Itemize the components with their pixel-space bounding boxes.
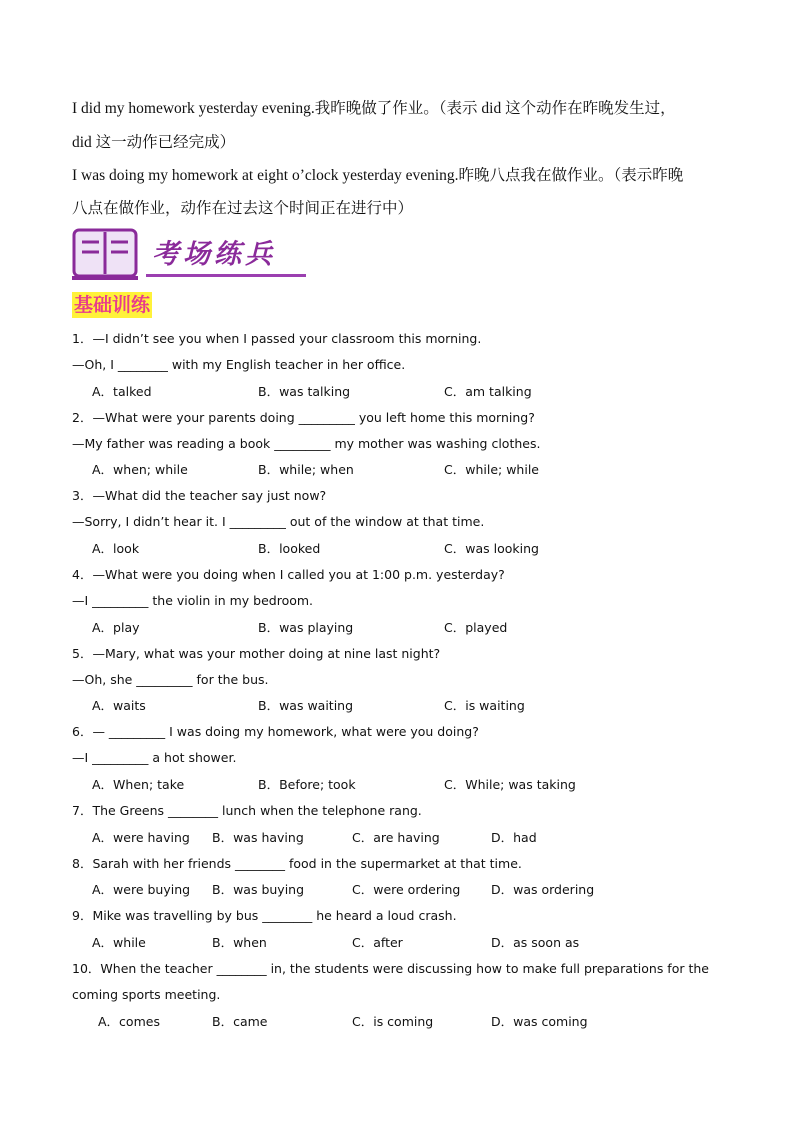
question-2-option-b: B．while; when [258, 462, 354, 477]
question-6-line-2: —I _________ a hot shower. [72, 750, 237, 765]
question-3-line-1: 3．—What did the teacher say just now? [72, 488, 327, 503]
question-7-option-b: B．was having [212, 830, 304, 845]
question-4-line-1: 4．—What were you doing when I called you at 1:00 p.m. yesterday? [72, 567, 505, 582]
question-1-option-b: B．was talking [258, 384, 351, 399]
question-6-option-a: A．When; take [92, 777, 185, 792]
book-icon [72, 226, 140, 282]
question-1-option-a: A．talked [92, 384, 152, 399]
question-6-line-1: 6．— _________ I was doing my homework, what were you doing? [72, 724, 479, 739]
question-9-option-a: A．while [92, 935, 146, 950]
section-title: 基础训练 [74, 294, 151, 316]
question-3-option-c: C．was looking [444, 541, 539, 556]
exam-practice-banner [72, 226, 312, 282]
question-2-line-2: —My father was reading a book _________ my mother was washing clothes. [72, 436, 541, 451]
question-9-option-c: C．after [352, 935, 403, 950]
question-7-option-d: D．had [491, 830, 537, 845]
intro-line-2: did 这一动作已经完成） [72, 134, 236, 151]
question-10-option-a: A．comes [98, 1014, 160, 1029]
question-3-option-a: A．look [92, 541, 140, 556]
question-1-option-c: C．am talking [444, 384, 532, 399]
question-4-option-a: A．play [92, 620, 140, 635]
question-5-line-1: 5．—Mary, what was your mother doing at nine last night? [72, 646, 441, 661]
question-9-line-1: 9．Mike was travelling by bus ________ he heard a loud crash. [72, 908, 457, 923]
question-10-option-b: B．came [212, 1014, 268, 1029]
question-7-option-c: C．are having [352, 830, 440, 845]
question-9-option-d: D．as soon as [491, 935, 580, 950]
question-4-option-c: C．played [444, 620, 508, 635]
intro-line-4: 八点在做作业，动作在过去这个时间正在进行中） [72, 200, 414, 217]
question-3-line-2: —Sorry, I didn’t hear it. I _________ out of the window at that time. [72, 514, 485, 529]
question-8-option-b: B．was buying [212, 882, 305, 897]
question-4-option-b: B．was playing [258, 620, 354, 635]
question-8-option-c: C．were ordering [352, 882, 461, 897]
question-8-line-1: 8．Sarah with her friends ________ food in the supermarket at that time. [72, 856, 522, 871]
question-4-line-2: —I _________ the violin in my bedroom. [72, 593, 314, 608]
question-3-option-b: B．looked [258, 541, 321, 556]
question-10-option-d: D．was coming [491, 1014, 588, 1029]
question-6-option-b: B．Before; took [258, 777, 356, 792]
question-8-option-d: D．was ordering [491, 882, 595, 897]
question-7-option-a: A．were having [92, 830, 190, 845]
question-5-option-c: C．is waiting [444, 698, 525, 713]
banner-underline [146, 274, 306, 277]
question-2-option-c: C．while; while [444, 462, 539, 477]
question-8-option-a: A．were buying [92, 882, 191, 897]
question-6-option-c: C．While; was taking [444, 777, 576, 792]
question-10-text: 10．When the teacher ________ in, the students were discussing how to make full preparations for the coming sports meeting. [72, 961, 709, 1002]
question-2-line-1: 2．—What were your parents doing _________ you left home this morning? [72, 410, 535, 425]
question-5-option-b: B．was waiting [258, 698, 354, 713]
question-7-line-1: 7．The Greens ________ lunch when the telephone rang. [72, 803, 422, 818]
question-1-line-2: —Oh, I ________ with my English teacher in her office. [72, 357, 406, 372]
question-1-line-1: 1．—I didn’t see you when I passed your classroom this morning. [72, 331, 482, 346]
question-5-line-2: —Oh, she _________ for the bus. [72, 672, 269, 687]
question-2-option-a: A．when; while [92, 462, 188, 477]
question-5-option-a: A．waits [92, 698, 146, 713]
banner-title: 考场练兵 [152, 239, 276, 270]
intro-line-1: I did my homework yesterday evening.我昨晚做了作业。（表示 did 这个动作在昨晚发生过， [72, 100, 676, 117]
intro-line-3: I was doing my homework at eight o’clock yesterday evening.昨晚八点我在做作业。（表示昨晚 [72, 167, 684, 184]
question-9-option-b: B．when [212, 935, 267, 950]
question-10-option-c: C．is coming [352, 1014, 434, 1029]
